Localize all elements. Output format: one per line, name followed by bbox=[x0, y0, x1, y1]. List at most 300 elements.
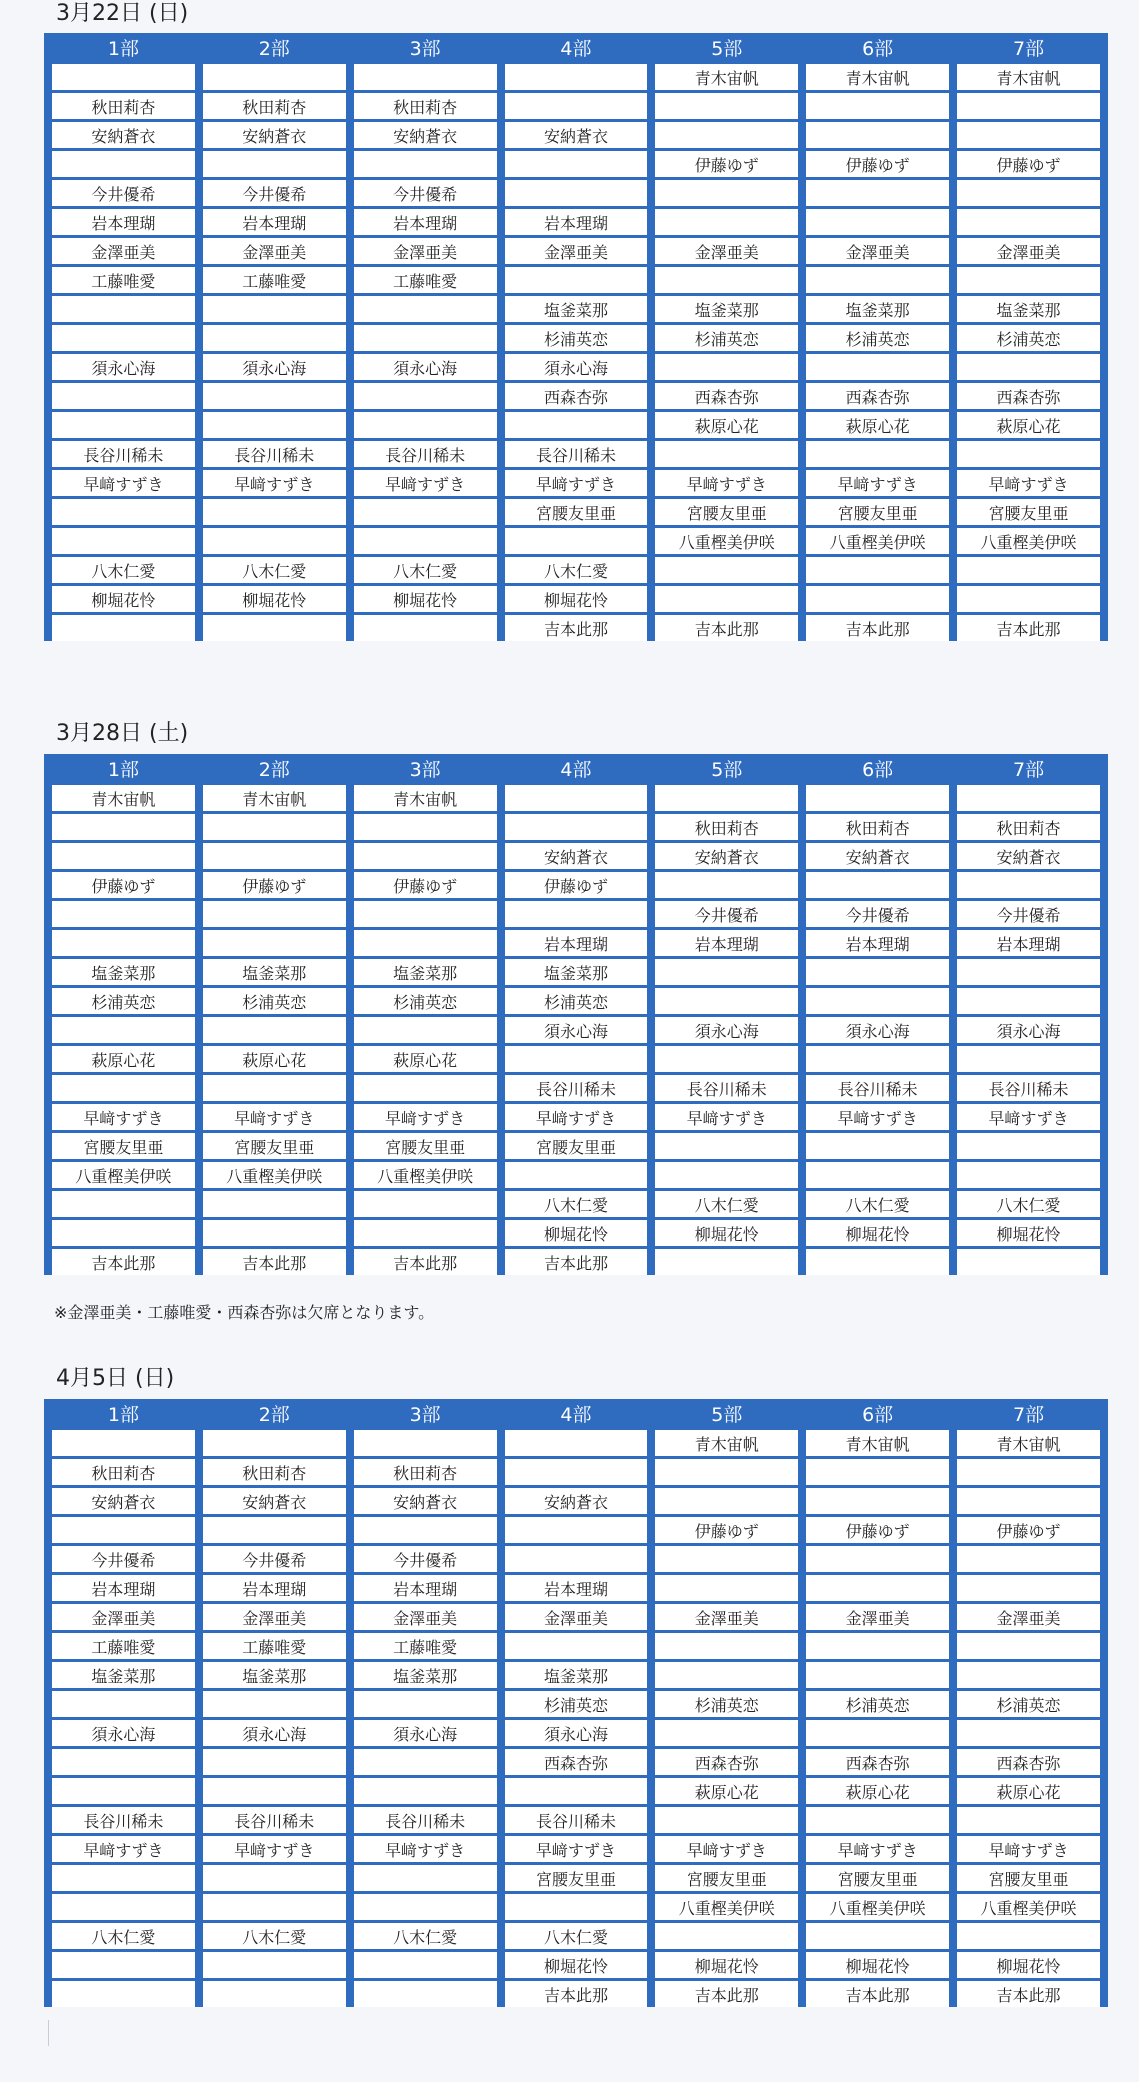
table-cell: 早﨑すずき bbox=[806, 470, 949, 496]
table-cell: 早﨑すずき bbox=[655, 1836, 798, 1862]
table-cell: 早﨑すずき bbox=[203, 1104, 346, 1130]
table-cell: 金澤亜美 bbox=[505, 238, 648, 264]
table-cell: 岩本理瑚 bbox=[52, 1575, 195, 1601]
table-row bbox=[52, 180, 1100, 206]
table-row bbox=[52, 1923, 1100, 1949]
column-header: 6部 bbox=[806, 1399, 949, 1427]
table-cell bbox=[505, 267, 648, 293]
table-cell bbox=[203, 499, 346, 525]
schedule-table bbox=[44, 1396, 1108, 2010]
table-cell bbox=[203, 151, 346, 177]
table-cell bbox=[52, 412, 195, 438]
schedule-table-wrapper bbox=[44, 33, 1108, 641]
table-cell bbox=[52, 1517, 195, 1543]
table-cell bbox=[52, 528, 195, 554]
table-cell: 伊藤ゆず bbox=[957, 151, 1100, 177]
table-cell: 工藤唯愛 bbox=[203, 1633, 346, 1659]
table-cell: 塩釜菜那 bbox=[354, 959, 497, 985]
table-row bbox=[52, 1749, 1100, 1775]
table-cell: 須永心海 bbox=[505, 1720, 648, 1746]
table-cell bbox=[806, 1546, 949, 1572]
table-cell: 工藤唯愛 bbox=[354, 1633, 497, 1659]
table-row bbox=[52, 1691, 1100, 1717]
table-cell bbox=[806, 586, 949, 612]
table-cell bbox=[52, 151, 195, 177]
table-cell bbox=[655, 1249, 798, 1275]
table-cell bbox=[505, 1430, 648, 1456]
table-cell bbox=[957, 1662, 1100, 1688]
table-cell: 柳堀花怜 bbox=[505, 1952, 648, 1978]
header-row bbox=[52, 33, 1100, 61]
table-cell bbox=[806, 1488, 949, 1514]
table-cell: 岩本理瑚 bbox=[957, 930, 1100, 956]
table-cell bbox=[354, 1778, 497, 1804]
table-cell: 吉本此那 bbox=[957, 1981, 1100, 2007]
table-cell: 早﨑すずき bbox=[354, 1836, 497, 1862]
table-cell bbox=[655, 354, 798, 380]
table-cell bbox=[52, 499, 195, 525]
table-cell: 八重樫美伊咲 bbox=[203, 1162, 346, 1188]
table-cell: 須永心海 bbox=[957, 1017, 1100, 1043]
table-cell bbox=[655, 557, 798, 583]
table-row bbox=[52, 1952, 1100, 1978]
table-cell bbox=[655, 1807, 798, 1833]
table-row bbox=[52, 1162, 1100, 1188]
table-cell: 安納蒼衣 bbox=[655, 843, 798, 869]
table-cell bbox=[655, 441, 798, 467]
table-cell: 八木仁愛 bbox=[957, 1191, 1100, 1217]
table-cell bbox=[505, 93, 648, 119]
table-cell bbox=[203, 1952, 346, 1978]
table-cell: 早﨑すずき bbox=[806, 1836, 949, 1862]
table-cell bbox=[354, 1517, 497, 1543]
table-cell: 今井優希 bbox=[806, 901, 949, 927]
table-cell: 萩原心花 bbox=[655, 1778, 798, 1804]
table-cell bbox=[354, 151, 497, 177]
table-cell: 岩本理瑚 bbox=[505, 930, 648, 956]
table-cell bbox=[203, 615, 346, 641]
table-cell: 早﨑すずき bbox=[806, 1104, 949, 1130]
table-cell bbox=[354, 499, 497, 525]
table-row bbox=[52, 383, 1100, 409]
table-cell: 早﨑すずき bbox=[52, 1104, 195, 1130]
table-cell: 柳堀花怜 bbox=[203, 586, 346, 612]
column-header: 5部 bbox=[655, 33, 798, 61]
table-cell bbox=[354, 1075, 497, 1101]
table-cell: 吉本此那 bbox=[806, 1981, 949, 2007]
table-cell: 吉本此那 bbox=[203, 1249, 346, 1275]
table-cell bbox=[957, 180, 1100, 206]
column-header: 1部 bbox=[52, 33, 195, 61]
table-cell bbox=[505, 901, 648, 927]
table-cell bbox=[505, 412, 648, 438]
table-cell: 須永心海 bbox=[505, 354, 648, 380]
table-cell: 八木仁愛 bbox=[52, 1923, 195, 1949]
table-cell: 青木宙帆 bbox=[957, 1430, 1100, 1456]
table-cell: 今井優希 bbox=[354, 180, 497, 206]
table-cell: 柳堀花怜 bbox=[655, 1220, 798, 1246]
table-cell bbox=[655, 1662, 798, 1688]
table-row bbox=[52, 557, 1100, 583]
table-cell bbox=[203, 1017, 346, 1043]
table-cell: 柳堀花怜 bbox=[806, 1952, 949, 1978]
table-cell: 安納蒼衣 bbox=[203, 1488, 346, 1514]
table-cell: 須永心海 bbox=[52, 354, 195, 380]
table-cell: 長谷川稀未 bbox=[505, 1075, 648, 1101]
table-cell: 宮腰友里亜 bbox=[52, 1133, 195, 1159]
table-cell: 八木仁愛 bbox=[203, 557, 346, 583]
table-cell bbox=[52, 1691, 195, 1717]
table-cell: 塩釜菜那 bbox=[505, 296, 648, 322]
table-row bbox=[52, 785, 1100, 811]
table-cell: 青木宙帆 bbox=[806, 64, 949, 90]
table-row bbox=[52, 1894, 1100, 1920]
table-cell: 須永心海 bbox=[505, 1017, 648, 1043]
table-cell: 伊藤ゆず bbox=[505, 872, 648, 898]
table-cell: 金澤亜美 bbox=[203, 1604, 346, 1630]
table-cell: 柳堀花怜 bbox=[957, 1952, 1100, 1978]
table-cell: 秋田莉杏 bbox=[354, 93, 497, 119]
table-cell bbox=[957, 1720, 1100, 1746]
table-cell bbox=[806, 872, 949, 898]
table-row bbox=[52, 959, 1100, 985]
table-cell bbox=[806, 1923, 949, 1949]
table-cell: 萩原心花 bbox=[806, 412, 949, 438]
schedule-table-wrapper bbox=[44, 1399, 1108, 2007]
table-cell bbox=[957, 1923, 1100, 1949]
table-row bbox=[52, 1017, 1100, 1043]
table-cell: 早﨑すずき bbox=[354, 1104, 497, 1130]
table-cell bbox=[505, 528, 648, 554]
table-row bbox=[52, 325, 1100, 351]
table-cell bbox=[203, 1981, 346, 2007]
column-header: 1部 bbox=[52, 754, 195, 782]
table-cell bbox=[505, 1517, 648, 1543]
table-cell: 長谷川稀未 bbox=[203, 1807, 346, 1833]
table-cell: 早﨑すずき bbox=[957, 470, 1100, 496]
date-heading: 3月22日 (日) bbox=[56, 1, 189, 26]
table-cell: 今井優希 bbox=[52, 1546, 195, 1572]
table-cell: 塩釜菜那 bbox=[806, 296, 949, 322]
table-cell: 長谷川稀未 bbox=[52, 441, 195, 467]
table-cell bbox=[354, 1430, 497, 1456]
column-header: 4部 bbox=[505, 33, 648, 61]
table-cell: 柳堀花怜 bbox=[505, 1220, 648, 1246]
table-cell: 塩釜菜那 bbox=[203, 959, 346, 985]
table-cell bbox=[203, 1691, 346, 1717]
header-row bbox=[52, 754, 1100, 782]
table-cell: 須永心海 bbox=[354, 354, 497, 380]
table-cell: 柳堀花怜 bbox=[806, 1220, 949, 1246]
table-cell: 吉本此那 bbox=[655, 1981, 798, 2007]
table-cell: 岩本理瑚 bbox=[655, 930, 798, 956]
table-cell: 金澤亜美 bbox=[354, 238, 497, 264]
table-cell bbox=[52, 1981, 195, 2007]
table-cell: 塩釜菜那 bbox=[203, 1662, 346, 1688]
table-cell: 柳堀花怜 bbox=[354, 586, 497, 612]
table-cell bbox=[203, 1191, 346, 1217]
table-cell: 萩原心花 bbox=[957, 1778, 1100, 1804]
table-cell: 秋田莉杏 bbox=[203, 1459, 346, 1485]
table-row bbox=[52, 872, 1100, 898]
table-cell bbox=[957, 1546, 1100, 1572]
column-header: 2部 bbox=[203, 1399, 346, 1427]
table-cell: 秋田莉杏 bbox=[957, 814, 1100, 840]
table-cell: 杉浦英恋 bbox=[806, 1691, 949, 1717]
table-cell: 長谷川稀未 bbox=[354, 1807, 497, 1833]
table-cell bbox=[354, 615, 497, 641]
table-cell bbox=[203, 814, 346, 840]
table-row bbox=[52, 1778, 1100, 1804]
table-cell: 今井優希 bbox=[203, 180, 346, 206]
table-cell: 安納蒼衣 bbox=[505, 843, 648, 869]
table-row bbox=[52, 1220, 1100, 1246]
column-header: 4部 bbox=[505, 1399, 648, 1427]
table-cell bbox=[505, 64, 648, 90]
table-cell: 金澤亜美 bbox=[957, 238, 1100, 264]
table-cell: 早﨑すずき bbox=[203, 1836, 346, 1862]
table-cell: 金澤亜美 bbox=[52, 1604, 195, 1630]
table-cell bbox=[655, 872, 798, 898]
table-cell bbox=[957, 441, 1100, 467]
table-cell: 工藤唯愛 bbox=[52, 1633, 195, 1659]
table-cell: 柳堀花怜 bbox=[505, 586, 648, 612]
table-cell: 西森杏弥 bbox=[655, 383, 798, 409]
table-cell: 秋田莉杏 bbox=[203, 93, 346, 119]
table-cell bbox=[52, 1865, 195, 1891]
table-cell: 長谷川稀未 bbox=[957, 1075, 1100, 1101]
table-cell bbox=[957, 1459, 1100, 1485]
table-row bbox=[52, 1459, 1100, 1485]
table-cell: 西森杏弥 bbox=[806, 383, 949, 409]
table-cell: 金澤亜美 bbox=[52, 238, 195, 264]
table-row bbox=[52, 988, 1100, 1014]
table-cell: 早﨑すずき bbox=[957, 1836, 1100, 1862]
column-header: 3部 bbox=[354, 754, 497, 782]
table-cell: 長谷川稀未 bbox=[505, 1807, 648, 1833]
table-cell: 早﨑すずき bbox=[655, 470, 798, 496]
table-cell: 杉浦英恋 bbox=[354, 988, 497, 1014]
table-row bbox=[52, 93, 1100, 119]
table-cell: 岩本理瑚 bbox=[354, 1575, 497, 1601]
table-cell: 伊藤ゆず bbox=[203, 872, 346, 898]
table-cell bbox=[957, 1807, 1100, 1833]
header-row bbox=[52, 1399, 1100, 1427]
table-cell: 宮腰友里亜 bbox=[957, 1865, 1100, 1891]
table-cell bbox=[655, 1162, 798, 1188]
table-cell bbox=[655, 1633, 798, 1659]
table-cell bbox=[203, 412, 346, 438]
table-cell: 宮腰友里亜 bbox=[957, 499, 1100, 525]
table-cell: 西森杏弥 bbox=[505, 1749, 648, 1775]
table-cell: 八重樫美伊咲 bbox=[354, 1162, 497, 1188]
table-cell bbox=[806, 1807, 949, 1833]
table-row bbox=[52, 1865, 1100, 1891]
table-row bbox=[52, 209, 1100, 235]
table-cell: 杉浦英恋 bbox=[655, 1691, 798, 1717]
table-cell bbox=[806, 557, 949, 583]
table-cell bbox=[806, 1133, 949, 1159]
table-cell: 安納蒼衣 bbox=[505, 122, 648, 148]
table-cell: 安納蒼衣 bbox=[505, 1488, 648, 1514]
table-cell: 八木仁愛 bbox=[203, 1923, 346, 1949]
table-cell: 伊藤ゆず bbox=[957, 1517, 1100, 1543]
table-cell bbox=[655, 1923, 798, 1949]
table-row bbox=[52, 1075, 1100, 1101]
table-cell bbox=[806, 180, 949, 206]
table-cell: 安納蒼衣 bbox=[354, 1488, 497, 1514]
column-header: 7部 bbox=[957, 754, 1100, 782]
table-cell: 須永心海 bbox=[203, 1720, 346, 1746]
table-row bbox=[52, 1575, 1100, 1601]
table-cell: 塩釜菜那 bbox=[354, 1662, 497, 1688]
table-row bbox=[52, 814, 1100, 840]
table-cell: 八木仁愛 bbox=[806, 1191, 949, 1217]
table-cell bbox=[52, 1191, 195, 1217]
table-cell: 長谷川稀未 bbox=[52, 1807, 195, 1833]
table-cell bbox=[957, 959, 1100, 985]
table-cell bbox=[957, 557, 1100, 583]
table-cell: 宮腰友里亜 bbox=[505, 1133, 648, 1159]
table-cell bbox=[203, 901, 346, 927]
table-cell: 八重樫美伊咲 bbox=[957, 1894, 1100, 1920]
table-cell bbox=[957, 785, 1100, 811]
table-row bbox=[52, 586, 1100, 612]
table-row bbox=[52, 238, 1100, 264]
table-cell bbox=[655, 93, 798, 119]
table-cell bbox=[957, 122, 1100, 148]
table-cell: 早﨑すずき bbox=[655, 1104, 798, 1130]
table-cell: 萩原心花 bbox=[354, 1046, 497, 1072]
table-cell: 安納蒼衣 bbox=[52, 1488, 195, 1514]
column-header: 7部 bbox=[957, 1399, 1100, 1427]
table-row bbox=[52, 122, 1100, 148]
table-cell bbox=[354, 1191, 497, 1217]
table-row bbox=[52, 1633, 1100, 1659]
table-cell: 塩釜菜那 bbox=[52, 959, 195, 985]
table-cell bbox=[203, 296, 346, 322]
table-cell bbox=[505, 1459, 648, 1485]
page-edge-divider bbox=[48, 2020, 49, 2046]
table-cell bbox=[52, 1430, 195, 1456]
table-cell bbox=[957, 209, 1100, 235]
table-cell: 青木宙帆 bbox=[354, 785, 497, 811]
table-cell: 塩釜菜那 bbox=[505, 959, 648, 985]
table-cell bbox=[806, 1633, 949, 1659]
table-cell: 今井優希 bbox=[957, 901, 1100, 927]
table-cell bbox=[806, 988, 949, 1014]
table-cell bbox=[52, 1075, 195, 1101]
table-cell bbox=[52, 901, 195, 927]
schedule-table bbox=[44, 30, 1108, 644]
table-cell bbox=[203, 325, 346, 351]
table-cell: 今井優希 bbox=[203, 1546, 346, 1572]
table-cell bbox=[203, 1430, 346, 1456]
table-row bbox=[52, 1807, 1100, 1833]
table-cell bbox=[354, 901, 497, 927]
table-cell bbox=[806, 122, 949, 148]
table-cell: 長谷川稀未 bbox=[806, 1075, 949, 1101]
table-cell bbox=[203, 930, 346, 956]
table-cell: 杉浦英恋 bbox=[203, 988, 346, 1014]
table-row bbox=[52, 499, 1100, 525]
table-cell: 杉浦英恋 bbox=[655, 325, 798, 351]
table-row bbox=[52, 267, 1100, 293]
table-cell: 西森杏弥 bbox=[505, 383, 648, 409]
table-cell: 岩本理瑚 bbox=[354, 209, 497, 235]
table-cell bbox=[806, 209, 949, 235]
table-cell bbox=[806, 441, 949, 467]
table-cell: 青木宙帆 bbox=[957, 64, 1100, 90]
table-cell: 秋田莉杏 bbox=[52, 93, 195, 119]
date-heading: 3月28日 (土) bbox=[56, 721, 189, 746]
table-cell: 早﨑すずき bbox=[505, 1836, 648, 1862]
table-cell bbox=[806, 785, 949, 811]
table-cell: 伊藤ゆず bbox=[806, 1517, 949, 1543]
table-cell: 西森杏弥 bbox=[957, 1749, 1100, 1775]
table-cell: 宮腰友里亜 bbox=[505, 1865, 648, 1891]
table-cell bbox=[655, 1046, 798, 1072]
table-cell bbox=[354, 814, 497, 840]
table-cell bbox=[354, 296, 497, 322]
table-cell bbox=[655, 1720, 798, 1746]
table-cell bbox=[354, 528, 497, 554]
table-cell bbox=[957, 872, 1100, 898]
table-row bbox=[52, 528, 1100, 554]
table-row bbox=[52, 64, 1100, 90]
table-cell: 須永心海 bbox=[354, 1720, 497, 1746]
table-cell bbox=[806, 1459, 949, 1485]
table-cell bbox=[354, 1981, 497, 2007]
table-cell bbox=[203, 1220, 346, 1246]
column-header: 7部 bbox=[957, 33, 1100, 61]
column-header: 6部 bbox=[806, 33, 949, 61]
table-cell bbox=[52, 1017, 195, 1043]
table-cell bbox=[806, 1162, 949, 1188]
table-cell bbox=[354, 930, 497, 956]
table-cell bbox=[203, 1075, 346, 1101]
schedule-table-wrapper bbox=[44, 754, 1108, 1275]
table-cell: 安納蒼衣 bbox=[203, 122, 346, 148]
column-header: 5部 bbox=[655, 1399, 798, 1427]
table-row bbox=[52, 1430, 1100, 1456]
table-cell bbox=[505, 1633, 648, 1659]
table-cell: 今井優希 bbox=[655, 901, 798, 927]
column-header: 6部 bbox=[806, 754, 949, 782]
table-cell bbox=[806, 93, 949, 119]
absence-note: ※金澤亜美・工藤唯愛・西森杏弥は欠席となります。 bbox=[54, 1303, 435, 1322]
table-cell bbox=[203, 1865, 346, 1891]
table-cell bbox=[505, 1778, 648, 1804]
table-cell: 宮腰友里亜 bbox=[655, 1865, 798, 1891]
table-cell: 安納蒼衣 bbox=[354, 122, 497, 148]
table-cell bbox=[354, 1017, 497, 1043]
table-cell: 青木宙帆 bbox=[655, 1430, 798, 1456]
table-cell: 今井優希 bbox=[52, 180, 195, 206]
table-cell: 杉浦英恋 bbox=[505, 988, 648, 1014]
table-cell: 杉浦英恋 bbox=[957, 1691, 1100, 1717]
table-cell bbox=[203, 1749, 346, 1775]
table-cell: 長谷川稀未 bbox=[505, 441, 648, 467]
table-cell bbox=[203, 1778, 346, 1804]
table-cell bbox=[52, 325, 195, 351]
table-cell bbox=[957, 1133, 1100, 1159]
table-cell: 青木宙帆 bbox=[203, 785, 346, 811]
table-cell bbox=[52, 843, 195, 869]
table-cell bbox=[354, 325, 497, 351]
column-header: 3部 bbox=[354, 1399, 497, 1427]
column-header: 2部 bbox=[203, 754, 346, 782]
